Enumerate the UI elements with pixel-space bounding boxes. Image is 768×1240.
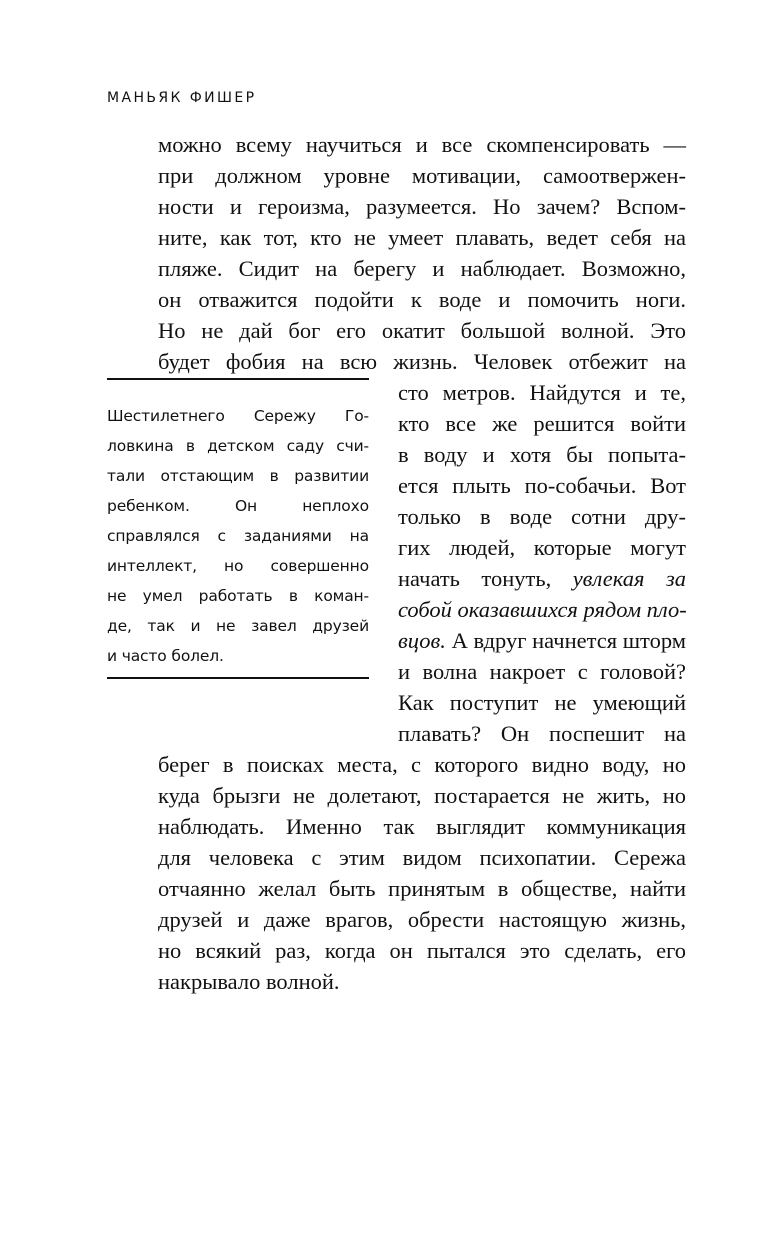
- sidebar-line: справлялся с заданиями на: [107, 527, 369, 545]
- text-line: для человека с этим видом психопатии. Сережа: [158, 845, 686, 870]
- text-line: при должном уровне мотивации, самоотвержен-: [158, 163, 686, 188]
- text-line: сто метров. Найдутся и те,: [398, 380, 686, 405]
- text-line: плавать? Он поспешит на: [398, 721, 686, 746]
- text-line: ните, как тот, кто не умеет плавать, ведет себя на: [158, 225, 686, 250]
- text-line: накрывало волной.: [158, 969, 340, 994]
- sidebar-bottom-rule: [107, 677, 369, 679]
- text-line: ности и героизма, разумеется. Но зачем? Вспом-: [158, 194, 686, 219]
- sidebar-line: ловкина в детском саду счи-: [107, 437, 369, 455]
- sidebar-line: тали отстающим в развитии: [107, 467, 369, 485]
- sidebar-line: Шестилетнего Сережу Го-: [107, 407, 369, 425]
- text-line: будет фобия на всю жизнь. Человек отбежит на: [158, 349, 686, 374]
- text-line: и волна накроет с головой?: [398, 659, 686, 684]
- text-line: в воду и хотя бы попыта-: [398, 442, 686, 467]
- sidebar-line: интеллект, но совершенно: [107, 557, 369, 575]
- text-line: [398, 563, 686, 594]
- text-line: он отважится подойти к воде и помочить ноги.: [158, 287, 686, 312]
- sidebar-top-rule: [107, 378, 369, 380]
- text-line: можно всему научиться и все скомпенсировать —: [158, 132, 686, 157]
- text-line: куда брызги не долетают, постарается не жить, но: [158, 783, 686, 808]
- text-line: только в воде сотни дру-: [398, 504, 686, 529]
- text-line: берег в поисках места, с которого видно воду, но: [158, 752, 686, 777]
- sidebar-line: не умел работать в коман-: [107, 587, 369, 605]
- text-italic: увлекая за: [572, 566, 686, 591]
- text-line: но всякий раз, когда он пытался это сделать, его: [158, 938, 686, 963]
- text-line-italic: собой оказавшихся рядом пло-: [398, 597, 687, 622]
- text-line: кто все же решится войти: [398, 411, 686, 436]
- sidebar-line: ребенком. Он неплохо: [107, 497, 369, 515]
- sidebar-line: де, так и не завел друзей: [107, 617, 369, 635]
- text-italic: вцов.: [398, 628, 446, 653]
- text-line: наблюдать. Именно так выглядит коммуникация: [158, 814, 686, 839]
- text-line: Как поступит не умеющий: [398, 690, 686, 715]
- text-line: отчаянно желал быть принятым в обществе, найти: [158, 876, 686, 901]
- text-normal: начать тонуть,: [398, 566, 573, 591]
- text-line: [398, 625, 686, 656]
- text-line: пляже. Сидит на берегу и наблюдает. Возможно,: [158, 256, 686, 281]
- running-head: МАНЬЯК ФИШЕР: [107, 90, 257, 106]
- text-line: гих людей, которые могут: [398, 535, 686, 560]
- text-line: друзей и даже врагов, обрести настоящую жизнь,: [158, 907, 686, 932]
- sidebar-line: и часто болел.: [107, 647, 224, 665]
- text-line: ется плыть по-собачьи. Вот: [398, 473, 686, 498]
- text-normal: А вдруг начнется шторм: [445, 628, 686, 653]
- text-line: Но не дай бог его окатит большой волной. Это: [158, 318, 686, 343]
